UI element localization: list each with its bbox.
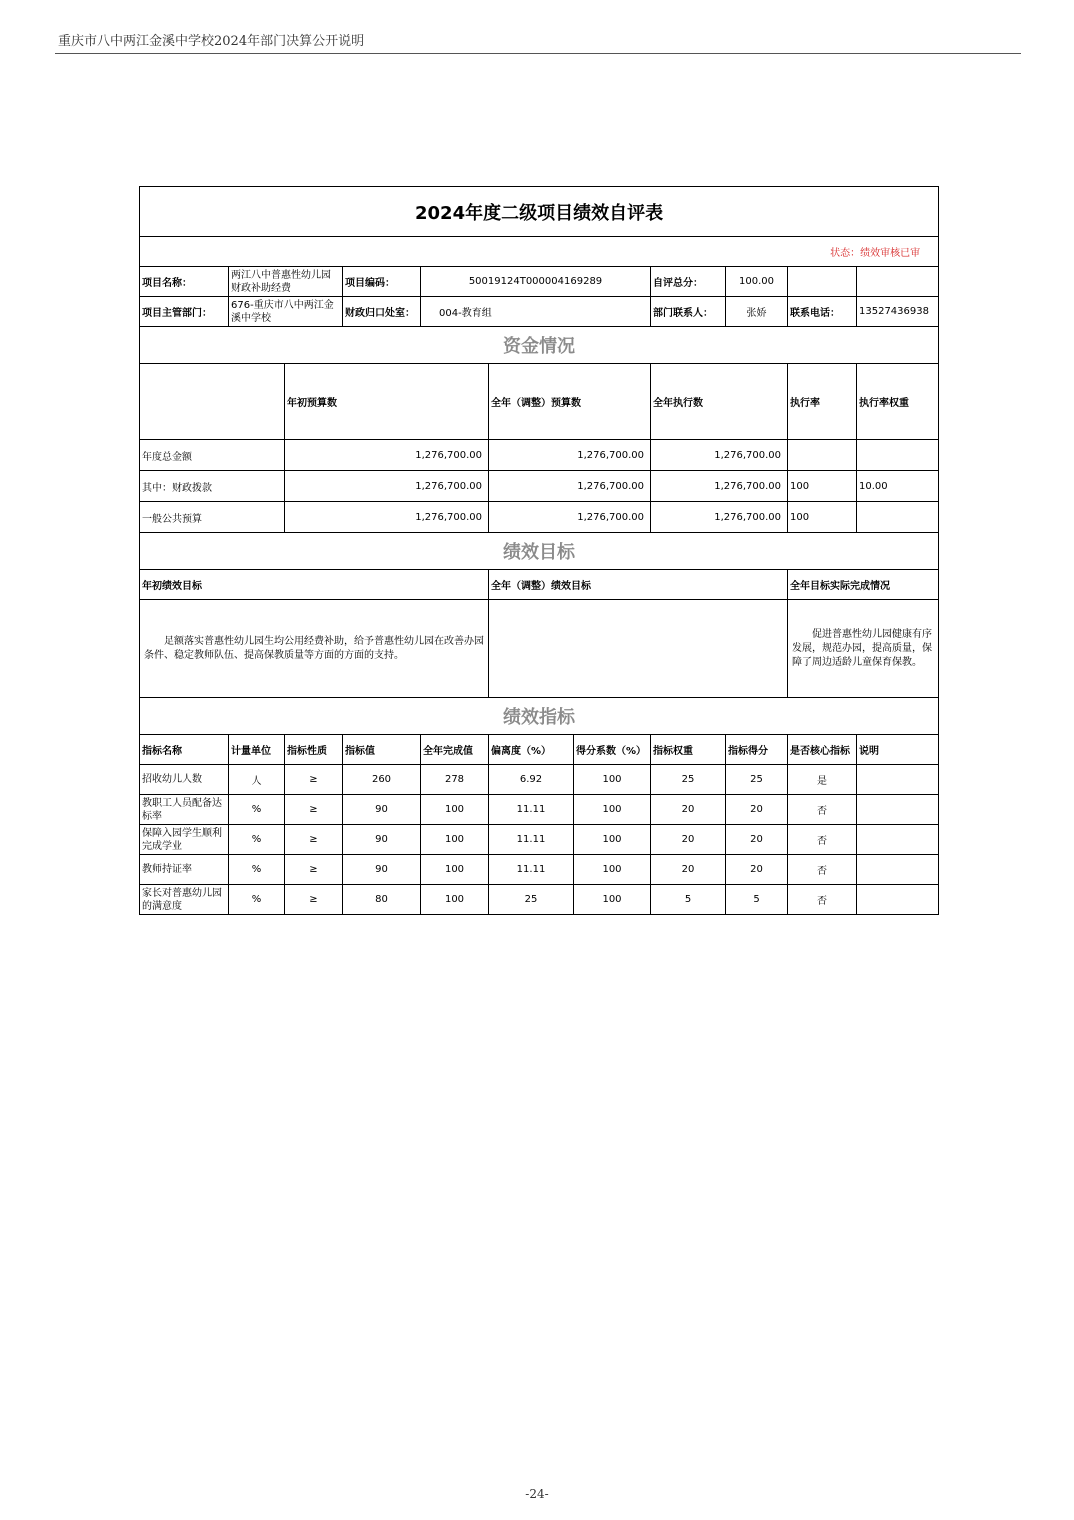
indicator-name: 家长对普惠幼儿园的满意度 xyxy=(140,885,229,915)
indicator-actual: 100 xyxy=(421,825,489,855)
funds-rate: 100 xyxy=(788,471,857,502)
funds-weight xyxy=(857,502,939,533)
funds-row xyxy=(140,440,939,471)
indicator-weight: 25 xyxy=(651,765,726,795)
indicator-row xyxy=(140,825,939,855)
indicator-nature: ≥ xyxy=(285,795,343,825)
funds-adjusted: 1,276,700.00 xyxy=(489,440,651,471)
indicator-score: 20 xyxy=(726,825,788,855)
goals-initial-label: 年初绩效目标 xyxy=(140,570,489,600)
indicator-actual: 100 xyxy=(421,795,489,825)
indicator-deviation: 6.92 xyxy=(489,765,574,795)
dept-value: 676-重庆市八中两江金溪中学校 xyxy=(229,297,343,327)
indicator-coef: 100 xyxy=(574,765,651,795)
indicator-deviation: 11.11 xyxy=(489,855,574,885)
goals-actual-label: 全年目标实际完成情况 xyxy=(788,570,939,600)
indicator-deviation: 11.11 xyxy=(489,825,574,855)
funds-adjusted: 1,276,700.00 xyxy=(489,471,651,502)
funds-weight: 10.00 xyxy=(857,471,939,502)
indicator-core: 否 xyxy=(788,885,857,915)
indicator-note xyxy=(857,825,939,855)
funds-executed: 1,276,700.00 xyxy=(651,440,788,471)
funds-rate: 100 xyxy=(788,502,857,533)
goals-section-title: 绩效目标 xyxy=(140,533,939,570)
indicator-deviation: 11.11 xyxy=(489,795,574,825)
indicator-note xyxy=(857,885,939,915)
project-name-value: 两江八中普惠性幼儿园财政补助经费 xyxy=(229,267,343,297)
indicator-note xyxy=(857,855,939,885)
contact-label: 部门联系人： xyxy=(651,297,726,327)
indicator-core: 否 xyxy=(788,795,857,825)
indicator-core: 否 xyxy=(788,825,857,855)
header-divider xyxy=(55,53,1021,54)
indicator-weight: 20 xyxy=(651,825,726,855)
indicator-note xyxy=(857,795,939,825)
indicator-header-actual: 全年完成值 xyxy=(421,735,489,765)
page-header-title: 重庆市八中两江金溪中学校2024年部门决算公开说明 xyxy=(58,34,365,49)
indicator-unit: 人 xyxy=(229,765,285,795)
score-value: 100.00 xyxy=(726,267,788,297)
phone-value: 13527436938 xyxy=(857,297,939,327)
funds-adjusted: 1,276,700.00 xyxy=(489,502,651,533)
indicator-deviation: 25 xyxy=(489,885,574,915)
status-badge: 状态：绩效审核已审 xyxy=(140,237,939,267)
empty-cell xyxy=(857,267,939,297)
indicator-actual: 100 xyxy=(421,855,489,885)
goals-adjusted-text xyxy=(489,600,788,698)
indicator-value: 90 xyxy=(343,795,421,825)
indicator-coef: 100 xyxy=(574,795,651,825)
project-code-label: 项目编码： xyxy=(343,267,421,297)
indicator-score: 20 xyxy=(726,795,788,825)
indicator-actual: 100 xyxy=(421,885,489,915)
indicator-coef: 100 xyxy=(574,825,651,855)
indicator-note xyxy=(857,765,939,795)
indicator-header-core: 是否核心指标 xyxy=(788,735,857,765)
funds-initial: 1,276,700.00 xyxy=(285,471,489,502)
indicator-row xyxy=(140,795,939,825)
page-number: -24- xyxy=(525,1487,549,1501)
indicator-header-deviation: 偏离度（%） xyxy=(489,735,574,765)
dept-label: 项目主管部门： xyxy=(140,297,229,327)
funds-executed: 1,276,700.00 xyxy=(651,502,788,533)
project-name-label: 项目名称： xyxy=(140,267,229,297)
indicator-row xyxy=(140,765,939,795)
indicator-value: 90 xyxy=(343,825,421,855)
indicator-nature: ≥ xyxy=(285,885,343,915)
indicator-value: 260 xyxy=(343,765,421,795)
funds-rate xyxy=(788,440,857,471)
indicator-score: 25 xyxy=(726,765,788,795)
funds-row-label: 其中：财政拨款 xyxy=(140,471,285,502)
funds-header-initial: 年初预算数 xyxy=(285,364,489,440)
project-code-value: 50019124T000004169289 xyxy=(421,267,651,297)
funds-header-rate: 执行率 xyxy=(788,364,857,440)
indicator-header-unit: 计量单位 xyxy=(229,735,285,765)
funds-initial: 1,276,700.00 xyxy=(285,440,489,471)
funds-row-label: 年度总金额 xyxy=(140,440,285,471)
indicator-value: 90 xyxy=(343,855,421,885)
funds-weight xyxy=(857,440,939,471)
table-title: 2024年度二级项目绩效自评表 xyxy=(140,187,939,237)
funds-header-weight: 执行率权重 xyxy=(857,364,939,440)
performance-self-evaluation-table xyxy=(139,186,939,915)
funds-row-label: 一般公共预算 xyxy=(140,502,285,533)
indicator-weight: 20 xyxy=(651,855,726,885)
indicator-weight: 20 xyxy=(651,795,726,825)
indicator-header-value: 指标值 xyxy=(343,735,421,765)
indicator-actual: 278 xyxy=(421,765,489,795)
indicator-row xyxy=(140,855,939,885)
goals-actual-text: 促进普惠性幼儿园健康有序发展，规范办园，提高质量，保障了周边适龄儿童保育保教。 xyxy=(788,600,939,698)
indicator-core: 否 xyxy=(788,855,857,885)
indicator-unit: % xyxy=(229,795,285,825)
indicator-score: 20 xyxy=(726,855,788,885)
indicator-value: 80 xyxy=(343,885,421,915)
indicator-header-name: 指标名称 xyxy=(140,735,229,765)
indicator-coef: 100 xyxy=(574,885,651,915)
indicator-unit: % xyxy=(229,855,285,885)
funds-section-title: 资金情况 xyxy=(140,327,939,364)
funds-executed: 1,276,700.00 xyxy=(651,471,788,502)
funds-header-blank xyxy=(140,364,285,440)
funds-header-executed: 全年执行数 xyxy=(651,364,788,440)
finance-value: 004-教育组 xyxy=(421,297,651,327)
funds-row xyxy=(140,471,939,502)
goals-initial-text: 足额落实普惠性幼儿园生均公用经费补助，给予普惠性幼儿园在改善办园条件、稳定教师队伍、提高保教质量等方面的方面的支持。 xyxy=(140,600,489,698)
indicator-nature: ≥ xyxy=(285,855,343,885)
indicator-name: 教职工人员配备达标率 xyxy=(140,795,229,825)
phone-label: 联系电话： xyxy=(788,297,857,327)
indicator-row xyxy=(140,885,939,915)
contact-value: 张娇 xyxy=(726,297,788,327)
indicator-header-weight: 指标权重 xyxy=(651,735,726,765)
indicators-section-title: 绩效指标 xyxy=(140,698,939,735)
indicator-core: 是 xyxy=(788,765,857,795)
funds-initial: 1,276,700.00 xyxy=(285,502,489,533)
empty-cell xyxy=(788,267,857,297)
indicator-name: 招收幼儿人数 xyxy=(140,765,229,795)
indicator-header-nature: 指标性质 xyxy=(285,735,343,765)
indicator-nature: ≥ xyxy=(285,765,343,795)
indicator-score: 5 xyxy=(726,885,788,915)
goals-adjusted-label: 全年（调整）绩效目标 xyxy=(489,570,788,600)
indicator-name: 教师持证率 xyxy=(140,855,229,885)
indicator-nature: ≥ xyxy=(285,825,343,855)
indicator-weight: 5 xyxy=(651,885,726,915)
indicator-header-note: 说明 xyxy=(857,735,939,765)
finance-label: 财政归口处室： xyxy=(343,297,421,327)
funds-row xyxy=(140,502,939,533)
indicator-name: 保障入园学生顺利完成学业 xyxy=(140,825,229,855)
indicator-coef: 100 xyxy=(574,855,651,885)
indicator-unit: % xyxy=(229,885,285,915)
score-label: 自评总分： xyxy=(651,267,726,297)
indicator-unit: % xyxy=(229,825,285,855)
indicator-header-score: 指标得分 xyxy=(726,735,788,765)
indicator-header-coef: 得分系数（%） xyxy=(574,735,651,765)
funds-header-adjusted: 全年（调整）预算数 xyxy=(489,364,651,440)
